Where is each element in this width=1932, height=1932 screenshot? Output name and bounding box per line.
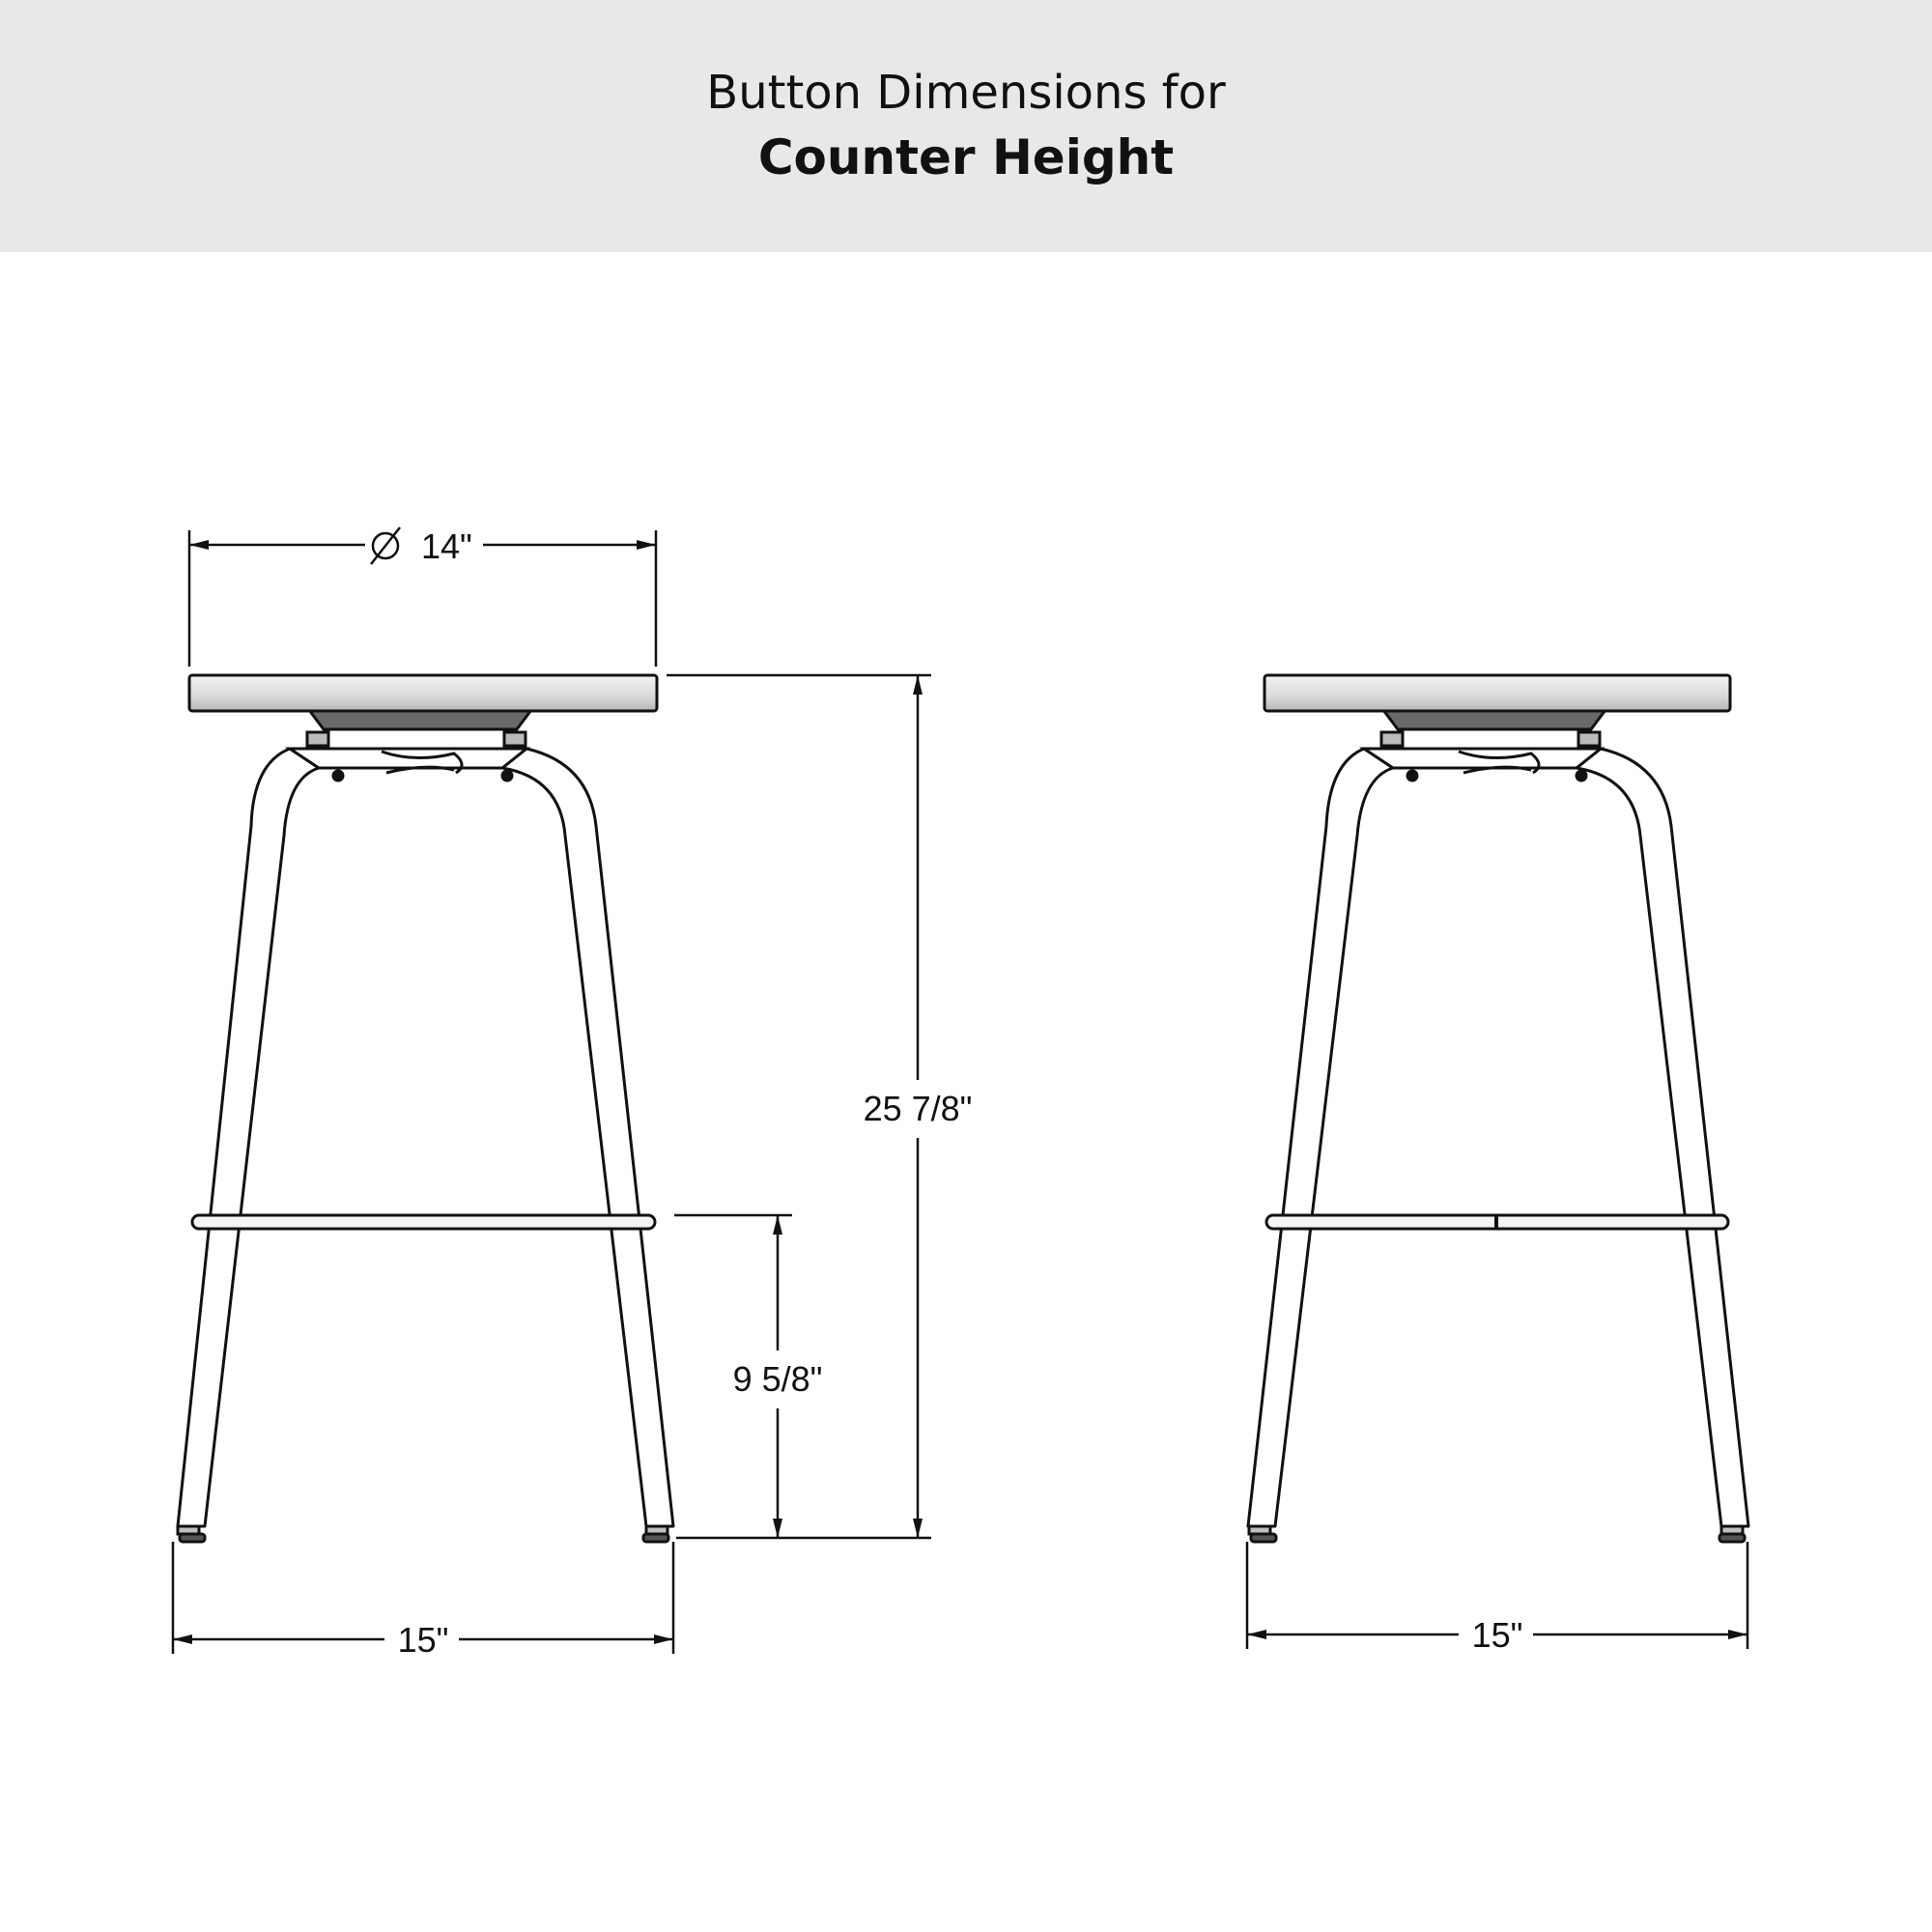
front-left-leg: [178, 749, 319, 1526]
side-base-width-label: 15": [1471, 1615, 1523, 1655]
side-swivel-plate: [1381, 710, 1605, 781]
side-footrest: [1266, 1215, 1728, 1229]
front-view-stool: [178, 675, 673, 1542]
front-base-width-label: 15": [397, 1620, 449, 1660]
front-right-leg: [502, 749, 673, 1526]
front-glides: [178, 1526, 668, 1542]
overall-height-label: 25 7/8": [863, 1089, 973, 1128]
title-line2: Counter Height: [757, 129, 1175, 185]
side-glides: [1249, 1526, 1745, 1542]
seat-diameter-label: 14": [421, 526, 472, 566]
side-seat: [1264, 675, 1730, 711]
front-footrest: [192, 1215, 655, 1229]
diameter-symbol-icon: [371, 527, 400, 564]
side-left-leg: [1248, 749, 1393, 1526]
front-swivel-plate: [307, 710, 531, 781]
footrest-height-label: 9 5/8": [732, 1359, 823, 1399]
front-seat: [189, 675, 657, 711]
side-frame-ring: [1364, 749, 1601, 773]
front-frame-ring: [290, 749, 526, 773]
side-right-leg: [1577, 749, 1748, 1526]
side-view-stool: [1248, 675, 1748, 1542]
title-line1: Button Dimensions for: [706, 66, 1226, 120]
